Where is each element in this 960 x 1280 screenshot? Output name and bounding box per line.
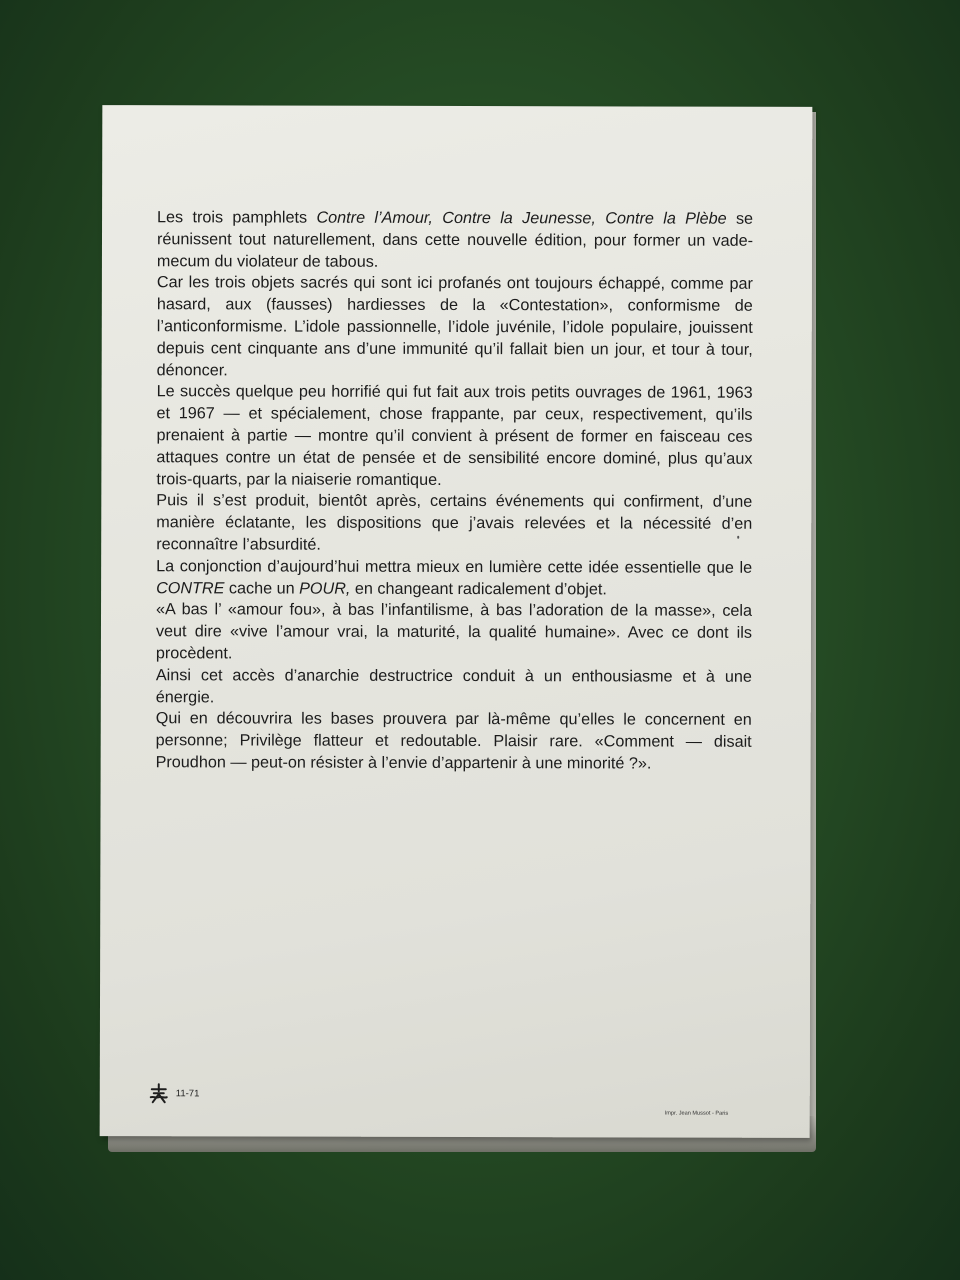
publisher-emblem-icon xyxy=(148,1082,170,1104)
book-back-cover xyxy=(100,105,813,1138)
blurb-paragraph: Car les trois objets sacrés qui sont ici profanés ont toujours échappé, comme par hasard, aux (fausses) hardiesses de la «Contestation», conformisme de l’anticonformisme. L’idole passionnelle, l’idole juvénile, l’idole populaire, jouissent depuis cent cinquante ans d’une immunité qu’il fallait bien un jour, et tour à tour, dénoncer. xyxy=(156,273,753,379)
back-cover-blurb xyxy=(156,207,753,775)
catalog-code: 11-71 xyxy=(175,1087,200,1099)
publisher-mark xyxy=(148,1082,200,1104)
blurb-text: en changeant radicalement d’objet. xyxy=(350,579,607,598)
blurb-paragraph: «A bas l’ «amour fou», à bas l’infantilisme, à bas l’adoration de la masse», cela veut dire «vive l’amour vrai, la maturité, la qualité humaine». Avec ce dont ils procèdent. xyxy=(155,600,753,663)
blurb-text: se réunissent tout naturellement, dans cette nouvelle édition, pour former un vade-mecum du violateur de tabous. xyxy=(156,209,754,271)
printer-credit: Impr. Jean Mussot - Paris xyxy=(664,1110,729,1117)
blurb-paragraph xyxy=(156,556,752,601)
blurb-text: Les trois pamphlets xyxy=(157,208,317,227)
blurb-paragraph: Le succès quelque peu horrifié qui fut fait aux trois petits ouvrages de 1961, 1963 et 1967 — et spécialement, chose frappante, par ceux, respectivement, qu’ils prenaient à partie — montre qu’il convient à présent de former en faisceau ces attaques contre un état de pensée et de sensibilité encore dominé, plus qu’aux trois-quarts, par la niaiserie romantique. xyxy=(156,382,753,489)
paper-speck xyxy=(737,536,739,539)
blurb-paragraph: Puis il s’est produit, bientôt après, certains événements qui confirment, d’une manière éclatante, les dispositions que j’avais relevées et la nécessité d’en reconnaître l’absurdité. xyxy=(156,491,753,554)
blurb-text: La conjonction d’aujourd’hui mettra mieux en lumière cette idée essentielle que le xyxy=(156,556,753,577)
blurb-emphasis: POUR, xyxy=(299,579,351,598)
blurb-paragraph xyxy=(157,207,753,274)
blurb-emphasis: CONTRE xyxy=(156,578,225,597)
blurb-paragraph: Qui en découvrira les bases prouvera par là-même qu’elles le concernent en personne; Privilège flatteur et redoutable. Plaisir rare. «Comment — disait Proudhon — peut-on résister à l’envie d’appartenir à une minorité ?». xyxy=(155,709,752,773)
blurb-titles-italic: Contre l’Amour, Contre la Jeunesse, Contre la Plèbe xyxy=(316,208,727,228)
blurb-paragraph: Ainsi cet accès d’anarchie destructrice conduit à un enthousiasme et à une énergie. xyxy=(155,665,752,706)
blurb-text: cache un xyxy=(224,578,300,598)
